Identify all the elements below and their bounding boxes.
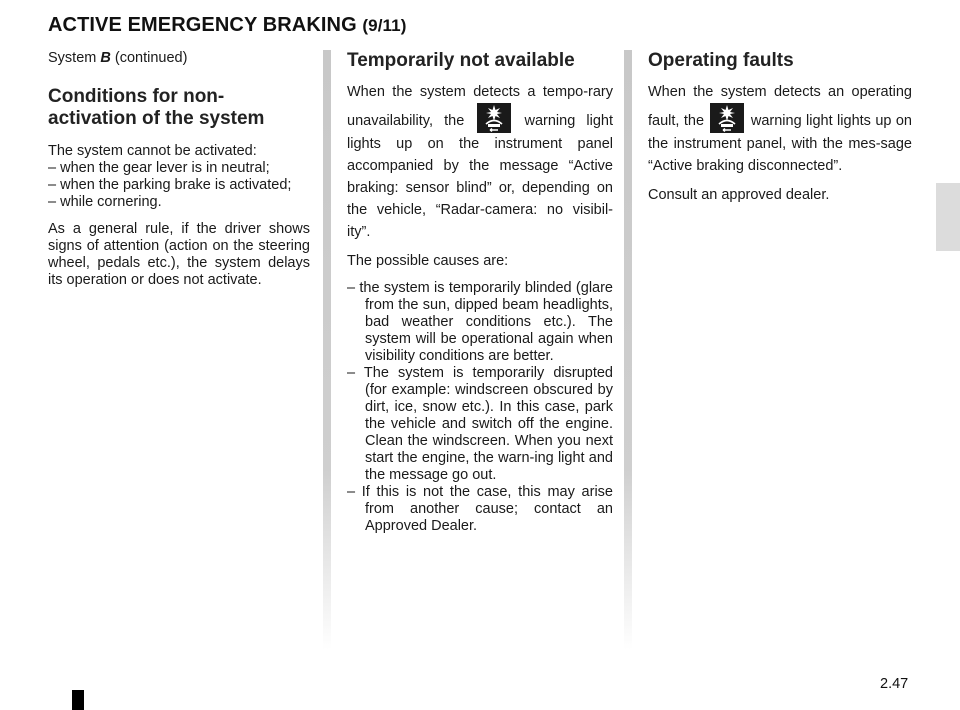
page-title <box>48 14 406 37</box>
section-tab-marker <box>936 183 960 251</box>
list-item: – when the gear lever is in neutral; <box>48 160 270 176</box>
paragraph-text: warning light lights up on the instrument panel, with the mes-sage “Active braking disconnected”. <box>648 113 912 174</box>
column-divider <box>624 50 632 650</box>
paragraph-text: When the system detects an operating fault, the <box>648 84 912 129</box>
page-number: 2.47 <box>880 676 909 692</box>
active-braking-warning-icon <box>710 103 744 133</box>
body-paragraph: As a general rule, if the driver shows signs of attention (action on the steering wheel, pedals etc.), the system delays its operation or does not activate. <box>48 221 310 288</box>
list-item: – the system is temporarily blinded (glare from the sun, dipped beam headlights, bad weather conditions etc.). The system will be operational again when visibility conditions are better. <box>347 280 613 364</box>
intro-line <box>48 50 310 67</box>
heading-temporarily-not-available: Temporarily not available <box>347 50 575 71</box>
lead-text: The system cannot be activated: <box>48 143 257 159</box>
paragraph-unavailability <box>347 81 613 243</box>
list-item: – when the parking brake is activated; <box>48 177 292 193</box>
heading-non-activation: Conditions for non-activation of the system <box>48 86 265 129</box>
intro-prefix: System <box>48 50 101 66</box>
corner-marker <box>72 690 84 710</box>
intro-suffix: (continued) <box>110 50 188 66</box>
list-item: – while cornering. <box>48 194 162 210</box>
heading-operating-faults: Operating faults <box>648 50 794 71</box>
page-title-text: ACTIVE EMERGENCY BRAKING <box>48 14 357 36</box>
column-divider <box>323 50 331 650</box>
paragraph-text: warning light lights up on the instrument panel accompanied by the message “Active braking: sensor blind” or, depending on the vehicle, “Radar-camera: no visibil-ity”. <box>347 113 613 240</box>
column-middle <box>347 50 613 535</box>
causes-lead: The possible causes are: <box>347 253 509 269</box>
non-activation-list <box>48 160 310 211</box>
column-right <box>648 50 912 214</box>
intro-system-letter: B <box>100 50 111 66</box>
active-braking-warning-icon <box>477 103 511 133</box>
paragraph-text: When the system detects a tempo-rary unavailability, the <box>347 84 613 129</box>
page-title-part: (9/11) <box>362 16 407 35</box>
list-item: – The system is temporarily disrupted (for example: windscreen obscured by dirt, ice, snow etc.). In this case, park the vehicle and switch off the engine. Clean the windscreen. When you next start the engine, the warn-ing light and the message go out. <box>347 365 613 483</box>
paragraph-faults <box>648 81 912 177</box>
paragraph-consult: Consult an approved dealer. <box>648 187 830 203</box>
causes-list <box>347 280 613 535</box>
column-left <box>48 50 310 289</box>
list-item: – If this is not the case, this may arise from another cause; contact an Approved Dealer. <box>347 484 613 534</box>
